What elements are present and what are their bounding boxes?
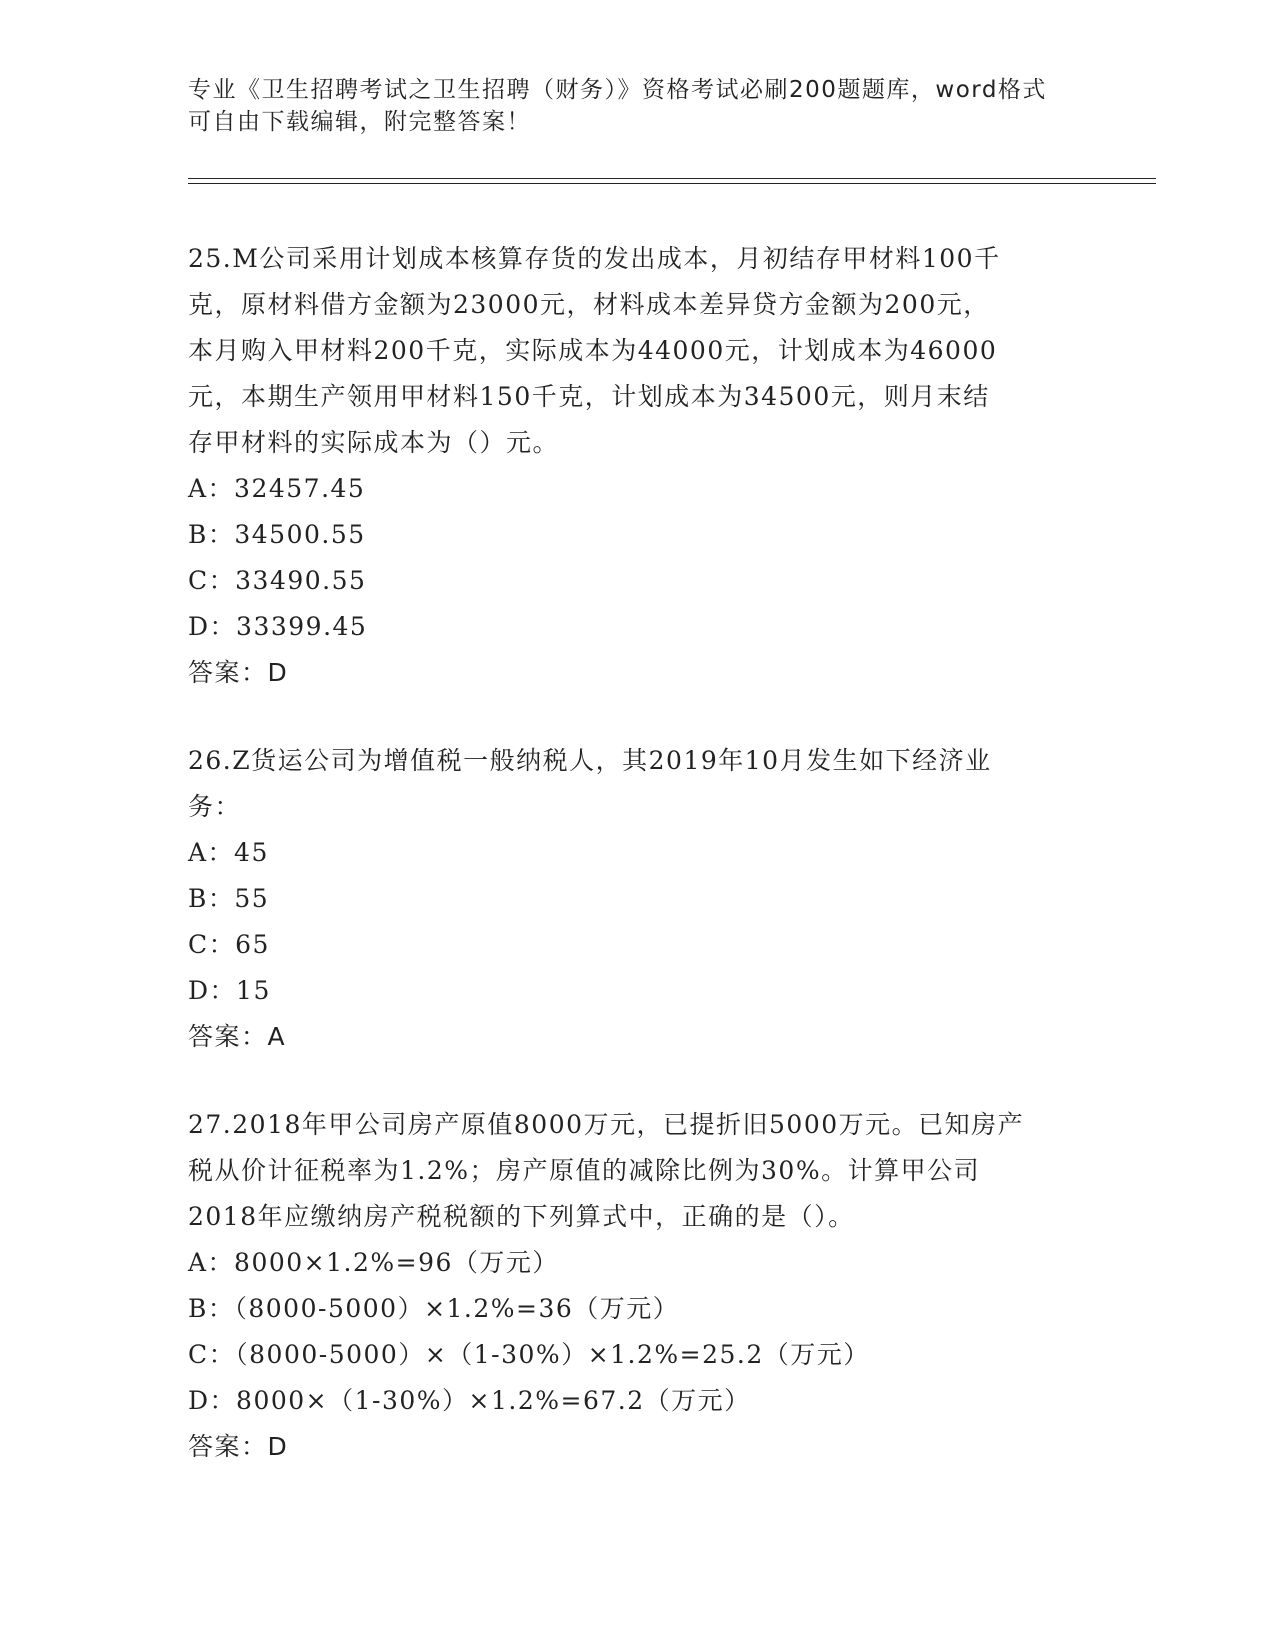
question-text-line: 存甲材料的实际成本为（）元。: [188, 428, 560, 457]
option-d: D：15: [188, 976, 271, 1005]
option-d: D：33399.45: [188, 612, 368, 641]
question-26: [188, 738, 1088, 1060]
question-text-line: 克，原材料借方金额为23000元，材料成本差异贷方金额为200元，: [188, 290, 990, 319]
question-text-line: 25.M公司采用计划成本核算存货的发出成本，月初结存甲材料100千: [188, 244, 1001, 273]
option-d: D：8000×（1-30%）×1.2%=67.2（万元）: [188, 1386, 751, 1415]
header-line-2: 可自由下载编辑，附完整答案！: [188, 109, 531, 135]
answer-line: 答案：D: [188, 1432, 289, 1461]
question-text-line: 2018年应缴纳房产税税额的下列算式中，正确的是（）。: [188, 1202, 855, 1231]
option-a: A：8000×1.2%=96（万元）: [188, 1248, 559, 1277]
option-a: A：45: [188, 838, 269, 867]
option-a: A：32457.45: [188, 474, 366, 503]
question-text-line: 税从价计征税率为1.2%；房产原值的减除比例为30%。计算甲公司: [188, 1156, 981, 1185]
answer-line: 答案：D: [188, 658, 289, 687]
option-b: B：（8000-5000）×1.2%=36（万元）: [188, 1294, 680, 1323]
document-header: [188, 74, 1068, 138]
option-c: C：33490.55: [188, 566, 367, 595]
option-c: C：65: [188, 930, 270, 959]
question-25: [188, 236, 1088, 696]
header-divider-bottom: [188, 183, 1156, 184]
question-text-line: 务：: [188, 792, 242, 821]
question-text-line: 27.2018年甲公司房产原值8000万元，已提折旧5000万元。已知房产: [188, 1110, 1025, 1139]
option-b: B：34500.55: [188, 520, 366, 549]
header-divider-top: [188, 178, 1156, 179]
question-text-line: 本月购入甲材料200千克，实际成本为44000元，计划成本为46000: [188, 336, 998, 365]
question-text-line: 元，本期生产领用甲材料150千克，计划成本为34500元，则月末结: [188, 382, 990, 411]
answer-line: 答案：A: [188, 1022, 287, 1051]
option-b: B：55: [188, 884, 270, 913]
question-text-line: 26.Z货运公司为增值税一般纳税人，其2019年10月发生如下经济业: [188, 746, 992, 775]
question-27: [188, 1102, 1088, 1470]
header-line-1: 专业《卫生招聘考试之卫生招聘（财务）》资格考试必刷200题题库，word格式: [188, 77, 1047, 103]
option-c: C：（8000-5000）×（1-30%）×1.2%=25.2（万元）: [188, 1340, 870, 1369]
